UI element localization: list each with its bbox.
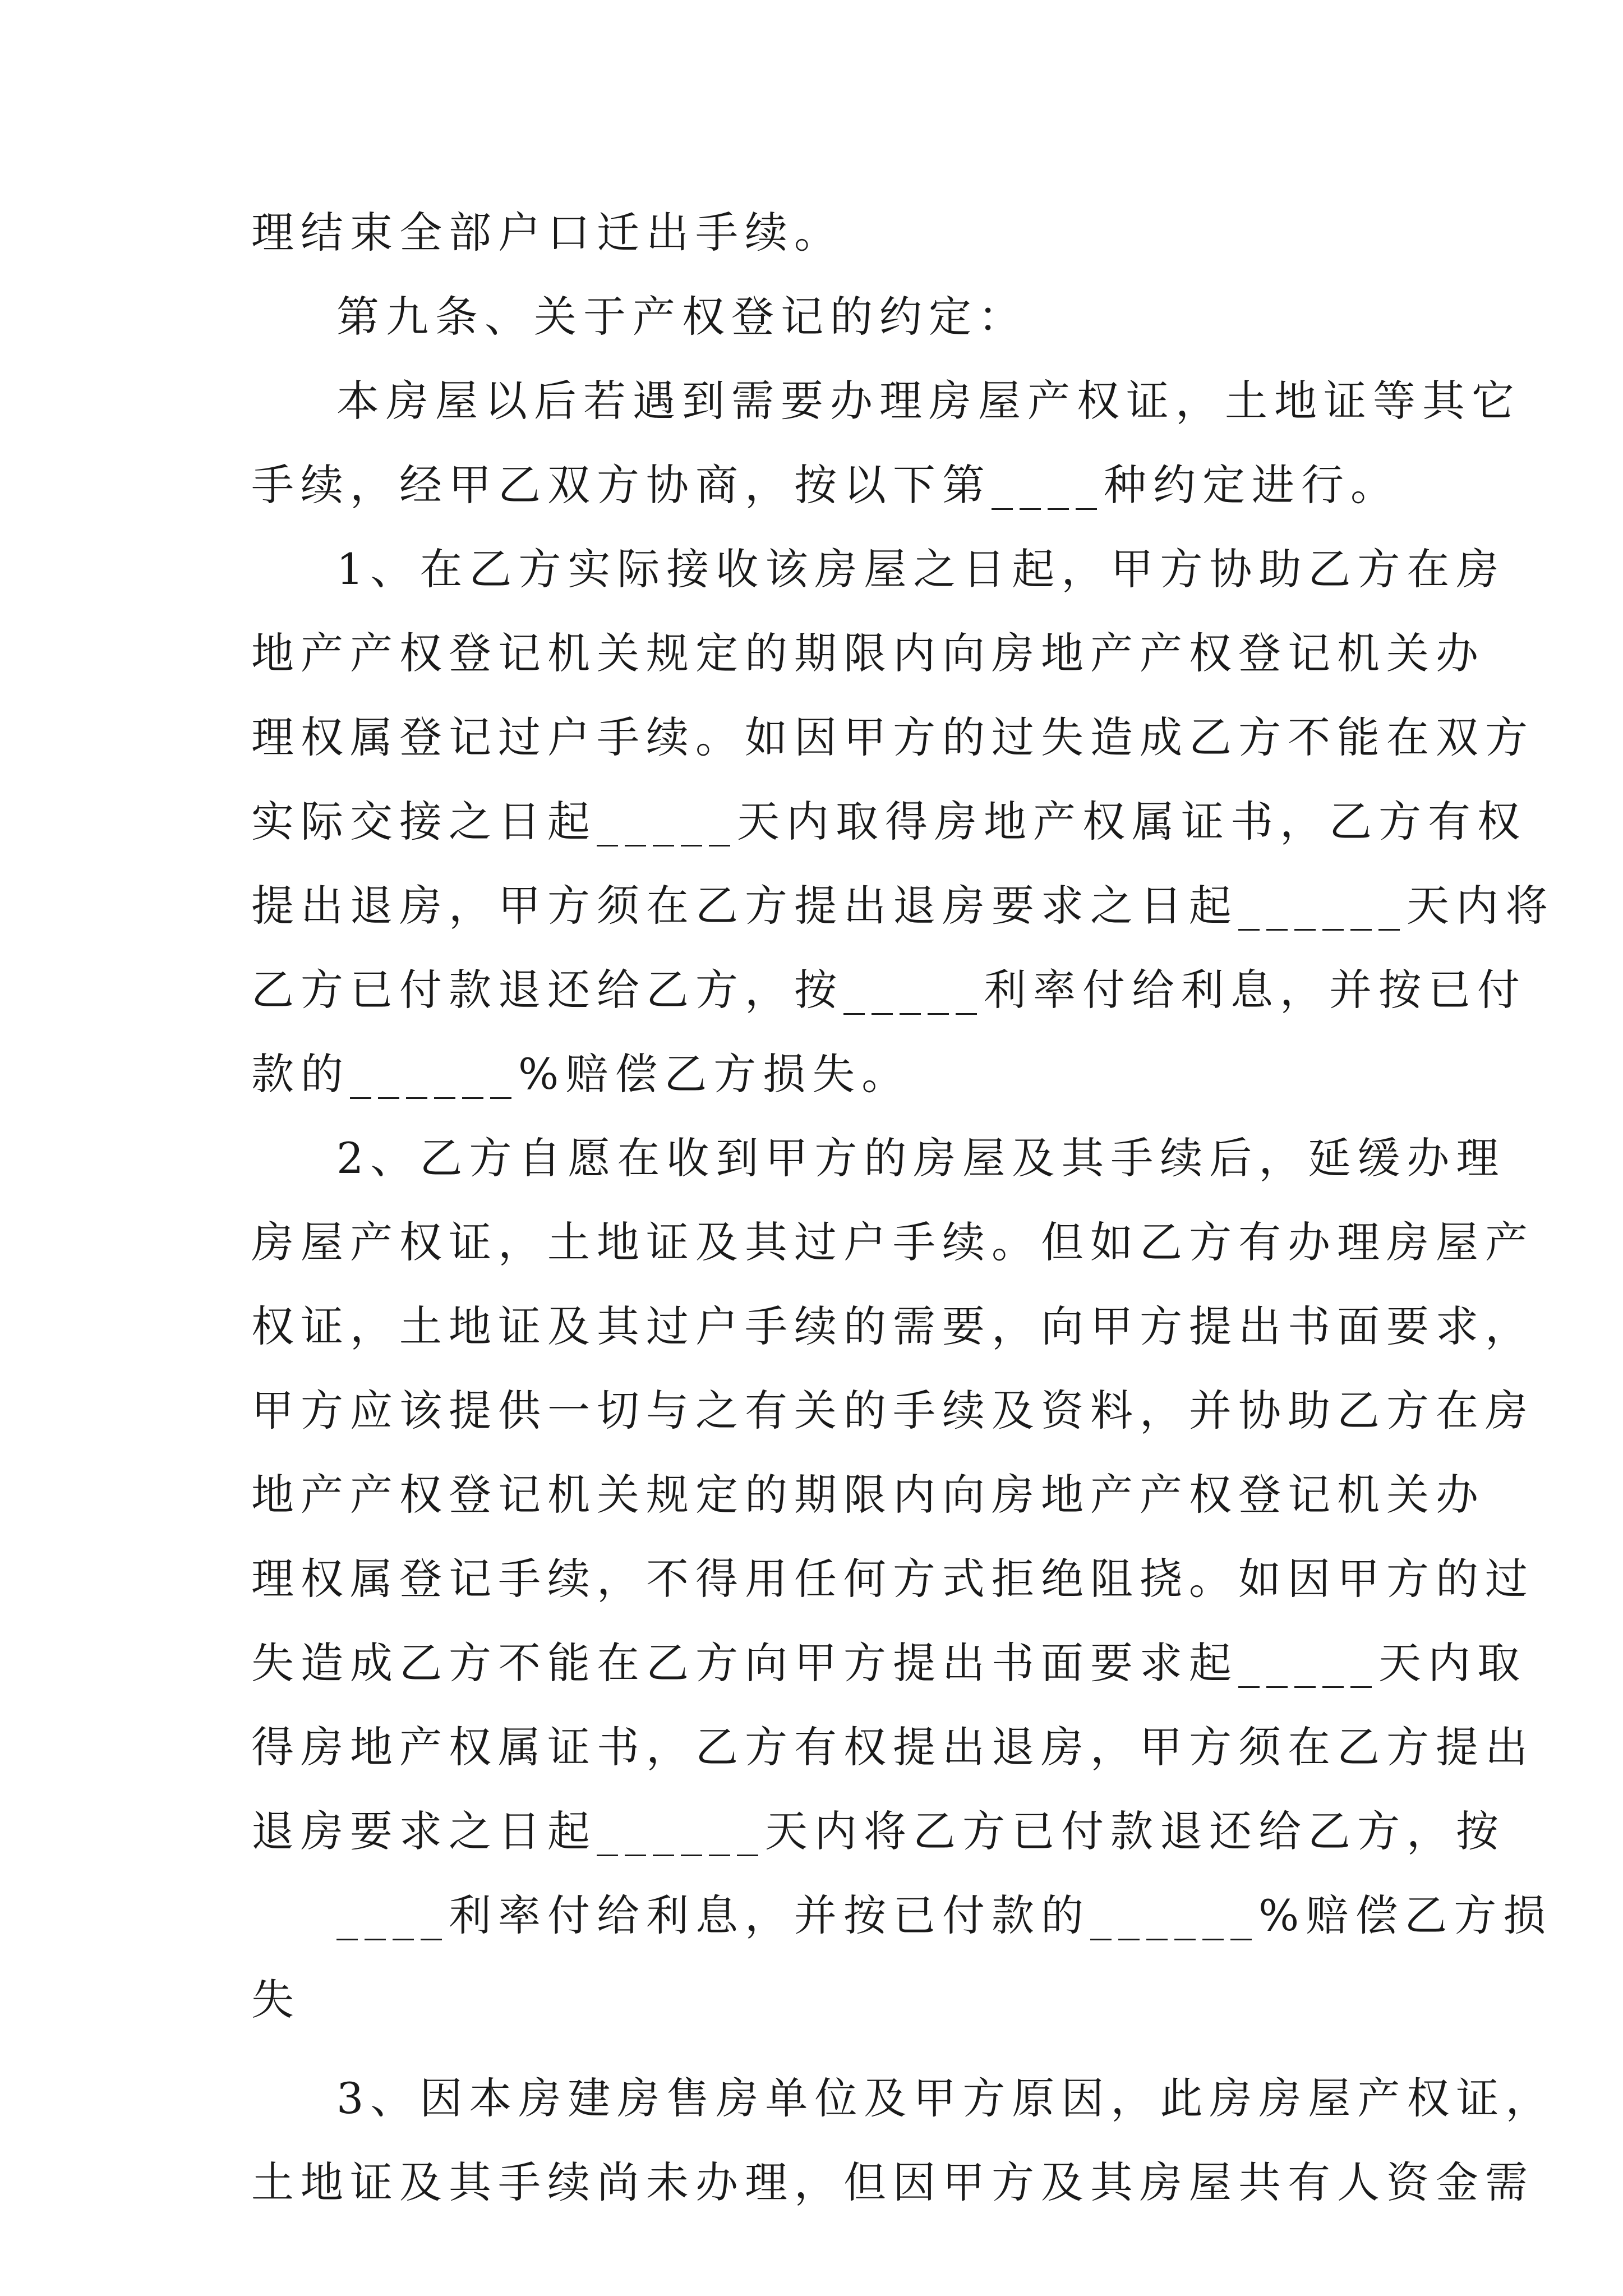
clause-2-line: 退房要求之日起______天内将乙方已付款退还给乙方，按 xyxy=(251,1806,1505,1856)
article-heading: 第九条、关于产权登记的约定： xyxy=(336,292,1027,342)
clause-2-line: 失 xyxy=(251,1975,301,2024)
clause-2-line: 2、乙方自愿在收到甲方的房屋及其手续后，延缓办理 xyxy=(336,1133,1506,1183)
clause-2-line: 地产产权登记机关规定的期限内向房地产产权登记机关办 xyxy=(251,1470,1485,1520)
clause-1-line: 1、在乙方实际接收该房屋之日起，甲方协助乙方在房 xyxy=(336,544,1506,594)
clause-2-line: 得房地产权属证书，乙方有权提出退房，甲方须在乙方提出 xyxy=(251,1722,1534,1772)
clause-2-line: ____利率付给利息，并按已付款的______%赔偿乙方损 xyxy=(336,1890,1553,1940)
clause-3-line: 土地证及其手续尚未办理，但因甲方及其房屋共有人资金需 xyxy=(251,2157,1534,2207)
clause-1-line: 地产产权登记机关规定的期限内向房地产产权登记机关办 xyxy=(251,628,1485,678)
clause-1-line: 提出退房，甲方须在乙方提出退房要求之日起______天内将 xyxy=(251,881,1555,931)
clause-1-line: 理权属登记过户手续。如因甲方的过失造成乙方不能在双方 xyxy=(251,712,1534,762)
clause-2-line: 权证，土地证及其过户手续的需要，向甲方提出书面要求， xyxy=(251,1301,1534,1351)
clause-1-line: 款的______%赔偿乙方损失。 xyxy=(251,1049,911,1099)
text-line: 手续，经甲乙双方协商，按以下第____种约定进行。 xyxy=(251,460,1400,510)
clause-1-line: 乙方已付款退还给乙方，按_____利率付给利息，并按已付 xyxy=(251,965,1527,1015)
clause-3-line: 3、因本房建房售房单位及甲方原因，此房房屋产权证， xyxy=(336,2073,1555,2123)
clause-2-line: 理权属登记手续，不得用任何方式拒绝阻挠。如因甲方的过 xyxy=(251,1554,1534,1604)
clause-2-line: 甲方应该提供一切与之有关的手续及资料，并协助乙方在房 xyxy=(251,1386,1534,1435)
text-line: 本房屋以后若遇到需要办理房屋产权证，土地证等其它 xyxy=(336,376,1521,426)
clause-2-line: 房屋产权证，土地证及其过户手续。但如乙方有办理房屋产 xyxy=(251,1217,1534,1267)
contract-text xyxy=(251,191,1555,2225)
paragraph-gap xyxy=(251,2042,1378,2056)
text-line: 理结束全部户口迁出手续。 xyxy=(251,208,843,257)
clause-2-line: 失造成乙方不能在乙方向甲方提出书面要求起_____天内取 xyxy=(251,1638,1527,1688)
clause-1-line: 实际交接之日起_____天内取得房地产权属证书，乙方有权 xyxy=(251,797,1527,846)
